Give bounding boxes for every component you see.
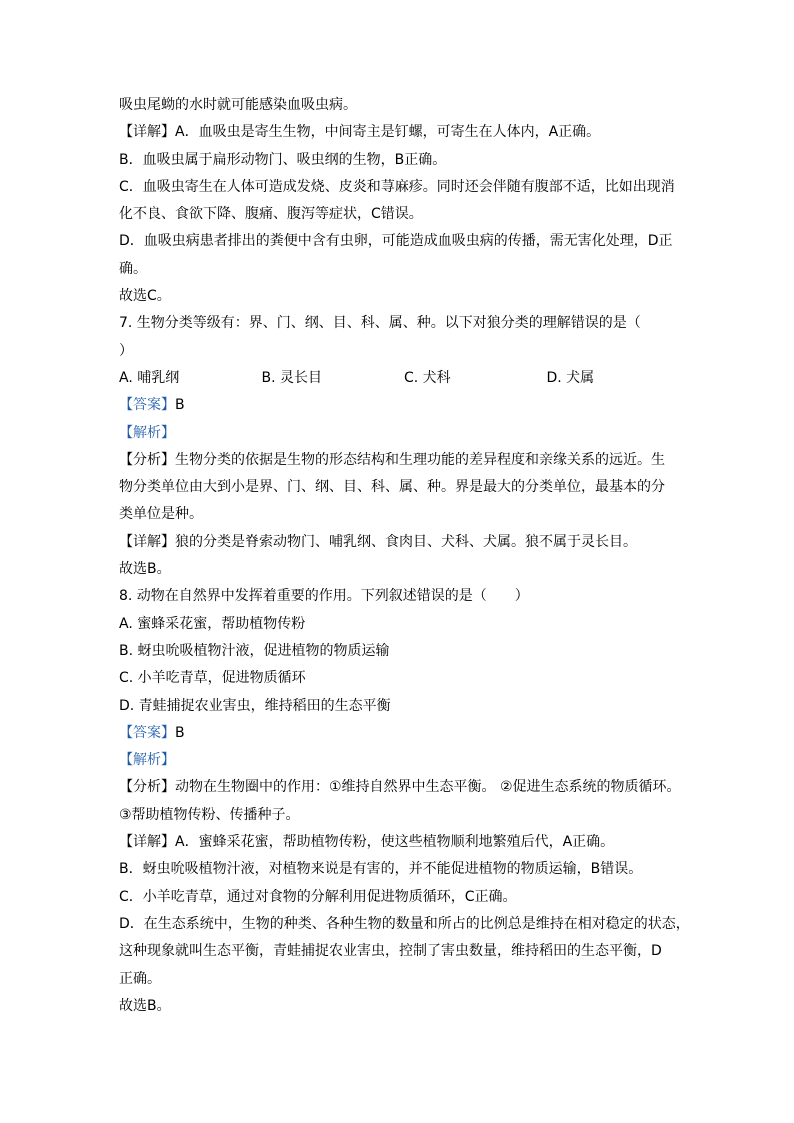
question-7-options: [119, 365, 689, 392]
option-c: C. 犬科: [404, 369, 451, 386]
question-8-stem: 8. 动物在自然界中发挥着重要的作用。下列叙述错误的是（ ）: [119, 588, 529, 605]
text-line: 【详解】A．蜜蜂采花蜜，帮助植物传粉，使这些植物顺利地繁殖后代，A正确。: [119, 834, 615, 851]
text-line: D．血吸虫病患者排出的粪便中含有虫卵，可能造成血吸虫病的传播，需无害化处理，D正: [119, 233, 673, 250]
option-c: C. 小羊吃青草，促进物质循环: [119, 670, 306, 687]
text-line: 故选B。: [119, 561, 171, 578]
answer-tag: 【答案】: [119, 397, 175, 414]
text-line: B．蚜虫吮吸植物汁液，对植物来说是有害的，并不能促进植物的物质运输，B错误。: [119, 861, 643, 878]
text-line: C．血吸虫寄生在人体可造成发烧、皮炎和荨麻疹。同时还会伴随有腹部不适，比如出现消: [119, 178, 675, 195]
text-line: D．在生态系统中，生物的种类、各种生物的数量和所占的比例总是维持在相对稳定的状态，: [119, 915, 690, 932]
question-8-analysis-heading: [119, 747, 689, 774]
text-line: 吸虫尾蚴的水时就可能感染血吸虫病。: [119, 97, 357, 113]
question-7-answer: [119, 392, 689, 419]
analysis-tag: 【解析】: [119, 424, 175, 441]
answer-value: B: [175, 724, 185, 741]
text-line: 【分析】生物分类的依据是生物的形态结构和生理功能的差异程度和亲缘关系的远近。生: [119, 451, 665, 468]
question-7-analysis-heading: [119, 420, 689, 447]
option-b: B. 蚜虫吮吸植物汁液，促进植物的物质运输: [119, 642, 390, 659]
text-line: 物分类单位由大到小是界、门、纲、目、科、属、种。界是最大的分类单位，最基本的分: [119, 479, 665, 496]
page-content: [119, 92, 689, 1020]
analysis-tag: 【解析】: [119, 752, 175, 769]
answer-tag: 【答案】: [119, 724, 175, 741]
text-line: ③帮助植物传粉、传播种子。: [119, 806, 300, 823]
answer-value: B: [175, 397, 185, 414]
question-7-stem: 7. 生物分类等级有：界、门、纲、目、科、属、种。以下对狼分类的理解错误的是（: [119, 315, 641, 332]
question-8-answer: [119, 720, 689, 747]
text-line: 【详解】狼的分类是脊索动物门、哺乳纲、食肉目、犬科、犬属。狼不属于灵长目。: [119, 533, 637, 550]
text-line: 【分析】动物在生物圈中的作用：①维持自然界中生态平衡。 ②促进生态系统的物质循环。: [119, 779, 681, 796]
option-d: D. 犬属: [546, 369, 595, 386]
question-7-stem-continued: ）: [119, 342, 133, 359]
text-line: B．血吸虫属于扁形动物门、吸虫纲的生物，B正确。: [119, 151, 447, 168]
text-line: 化不良、食欲下降、腹痛、腹泻等症状，C错误。: [119, 206, 423, 223]
option-d: D. 青蛙捕捉农业害虫，维持稻田的生态平衡: [119, 697, 391, 714]
option-a: A. 蜜蜂采花蜜，帮助植物传粉: [119, 615, 306, 632]
option-a: A. 哺乳纲: [119, 369, 180, 386]
text-line: 故选B。: [119, 997, 171, 1014]
text-line: 【详解】A．血吸虫是寄生生物，中间寄主是钉螺，可寄生在人体内，A正确。: [119, 124, 601, 141]
option-b: B. 灵长目: [261, 369, 323, 386]
text-line: 故选C。: [119, 288, 171, 305]
text-line: 类单位是种。: [119, 506, 203, 523]
text-line: C．小羊吃青草，通过对食物的分解利用促进物质循环，C正确。: [119, 888, 517, 905]
text-line: 确。: [119, 260, 147, 277]
text-line: 正确。: [119, 970, 161, 987]
text-line: 这种现象就叫生态平衡，青蛙捕捉农业害虫，控制了害虫数量，维持稻田的生态平衡，D: [119, 943, 662, 960]
